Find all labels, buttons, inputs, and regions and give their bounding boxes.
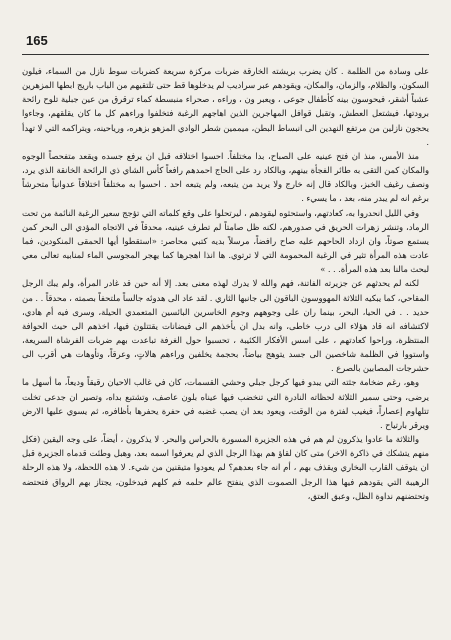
paragraph: وفي الليل انحدروا به، كعادتهم، واستحثوه ليقودهم ، ليرتحلوا على وقع كلماته التي تؤجج سعير الرغبة النائمة من تحت الرماد، وتنشر زهرات الحريق في صدورهم، لكنه ظل صامتاً لم تطرف عينيه، محدقاً في الاتجاه المؤدي الى البحر كمن يستمع صوتاً، وان ازداد الحاحهم عليه صاح رافضاً، مرسلاً بديه كتبي محاصر: «استقطوا أيها الحمقى المنكودين، فما عادت هذه المرأة تثير في الرغبة المحمومة التي لا ترتوي. ها انذا اهجرها كما يهجر المجوسي الماء لمنابيه تعالى معي لبحث مالنا بعد هذه المرأة. . . »: [22, 207, 429, 275]
paragraph: وهو، رغم ضخامة جثته التي يبدو فيها كرجل جبلي وحشي القسمات، كان في غالب الاحيان رقيقاً وديعاً، ما أسهل ما يرضى، وحتى سمير الثلاثة لحظاته النادرة التي تنخضب فيها عيناه بلون عاصف، وتشتبع بداه، وتصير ان جدعى تخلت تتلهاوم إعصاراً، فيغيب لفترة من الوقت، ويعود بعد ان يصب غضبه في حفرة يحفرها بأظافره، ثم يسوي عليها الارض ويرقر بارتياح .: [22, 377, 429, 430]
paragraph: لكنه لم يحدثهم عن جزيرته الفاتنة، فهم والله لا يدرك لهذه معنى بعد. إلا أنه حين قد غادر المرأة، ولم يبك الرجل المقاحي، كما يبكيه الثلاثة المهووسون الباقون الى جانبها الثاري . لقد عاد الى هدوئه جالساً ملتحفاً بصمته ، محدقاً . . من حديد . . في الحيا، البحر، بينما ران على وجوههم وجوم الخاسرين البائسين المتعمدي الحيلة، وسرى فيه أم هادي، لاكتشافه انه قاد هؤلاء الى درب خاطى، وانه بدل ان يأخذهم الى فيضانات يقتتلون فيها، اخذهم الى حيث الحوافة المنتظرة، وراحوا كعادتهم ، على اسس الأفكار الكئيبة ، تحسبوا حول الغرفة تباعدت بهم ضربات الفرشاة السريعة، واستووا في الظلمة شاخصين الى جسد يتوهج بياضاً، بحجمة يخلفين وراءهم هالاتٍ، وعرقاً، وتأوهات هي أقرب الى حشرجات المصابين بالصرع .: [22, 278, 429, 374]
paragraph: على وسادة من الظلمة . كان يضرب بريشته الخارقة ضربات مركزة سريعة كضربات سوط نازل من السماء، فيلون السكون، والظلام، والزمان، والمكان، ويقودهم عبر سراديب لم يدخلوها قط حتى تلتقيهم من الباب باريج ابطها المزهرين عشباً أشقر، فيحوسون بينه كأطفال جوعى ، ويعبر ون ، وراءه ، صحراء منبسطة كماء ترقرق من عين جبلية تلوح رائحة برودتها، فيشتعل العطش، وتقبل قوافل المهاجرين الذين اهاجهم الرغبة فتخلفوا وراءهم كل ما كان يقلقهم، وجاءوا يحجون نازلين من مرتفع النهدين الى انبساط البطن، ميممين شطر الوادي المزهو بزهره، ورياحينه، ويتراكمه التي لا تهدأ .: [22, 66, 429, 147]
body-text: [22, 64, 429, 503]
page-number: 165: [26, 33, 48, 48]
header-rule: [22, 54, 429, 55]
paragraph: منذ الأمس، منذ ان فتح عينيه على الصباح، بدا مختلفاً. احسوا اختلافه قبل ان يرفع جسده ويقعد متفحصاً الوجوه والمكان كمن التقى به طائر الفجأة بينهم، وبالكاد رد على الحاج احمدهم رافعاً كأس الشاي ذي الرائحة الخانقة الذي يرد، ونصف رغيف الخبز، وبالكاد قال إنه خارج ولا يريد من يتبعه، ولم يتبعه احد . احسوا به مختلفاً اختلافاً عدوانياً متحرشاً برغم انه لم يبدر منه، بعد ، ما يسيء .: [22, 150, 429, 204]
paragraph: والثلاثة ما عادوا يذكرون لم هم في هذه الجزيرة المسورة بالحراس والبحر. لا يذكرون ، أيضاً، على وجه اليقين (فكل منهم يتشكك في ذاكرة الاخر) متى كان لقاؤ هم بهذا الرجل الذي لم يعرفوا اسمه بعد، وهبل وطئت قدماه الجزيرة قبل ان يتوقف القارب البخاري ويقذف بهم ، أم انه جاء بعدهم؟ لم يعودوا متيقنين من شيء. لا هذه اللحظة، ولا هذه الرحلة الرهيبة التي يقودهم فيها هذا الرجل الصموت الذي ينفتح عالم حلمه فم كلهم فيدخلون، يجتاز بهم الرواق فتحتضه وتحتضنهم نداوة الظل، وعبق العتق،: [22, 434, 429, 501]
